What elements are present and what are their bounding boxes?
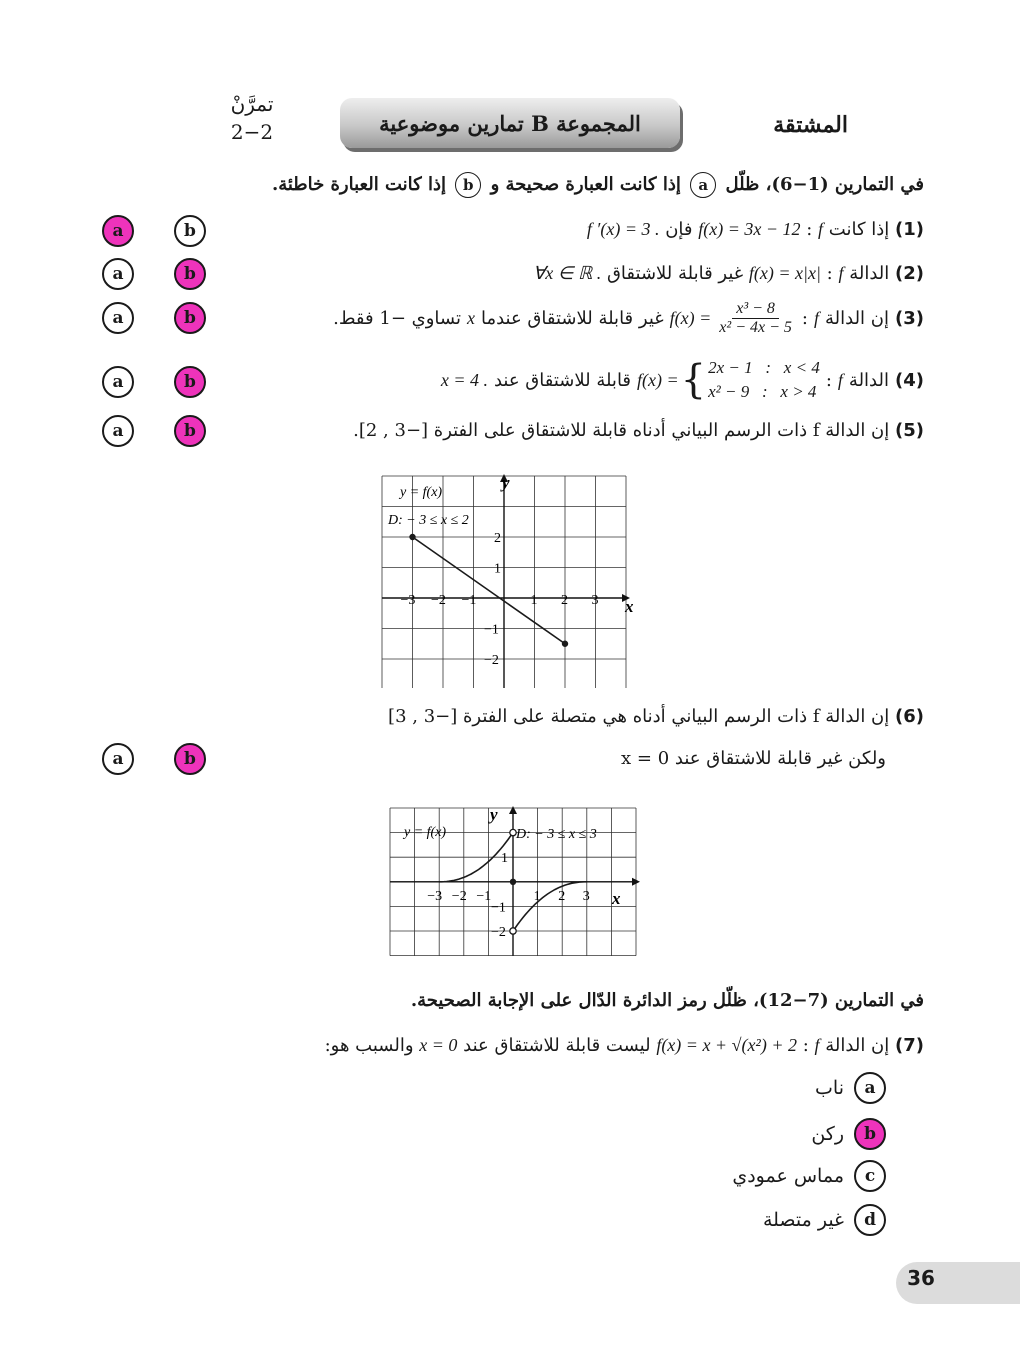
graph-2-y-ticks: [491, 851, 508, 940]
q7-option-c[interactable]: c: [854, 1160, 886, 1192]
group-banner: المجموعة B تمارين موضوعية: [340, 98, 680, 148]
g1-ytick: −1: [484, 622, 499, 638]
g1-xtick: −2: [431, 593, 446, 608]
inline-circle-a: a: [690, 172, 716, 198]
q6-option-a[interactable]: a: [102, 743, 134, 775]
graph-1-y-ticks: [484, 531, 501, 668]
q3-option-b[interactable]: b: [174, 302, 206, 334]
q7-option-d[interactable]: d: [854, 1204, 886, 1236]
q7-option-b[interactable]: b: [854, 1118, 886, 1150]
q7-option-a-row[interactable]: [815, 1072, 886, 1104]
q7-option-c-row[interactable]: [732, 1160, 886, 1192]
q7-option-d-text: غير متصلة: [762, 1209, 844, 1231]
question-7: (7) إن الدالة f : f(x) = x + √(x²) + 2 ليست قابلة للاشتقاق عند x = 0 والسبب هو:: [324, 1035, 924, 1056]
g1-ytick: 2: [494, 531, 501, 546]
q5-option-b[interactable]: b: [174, 415, 206, 447]
q4-piecewise: f(x) = { 2x − 1 : x < 4 x² − 9 : x > 4: [637, 357, 820, 403]
g1-xtick: 1: [530, 593, 538, 608]
graph-1-function-label: y = f(x): [400, 485, 443, 500]
q3-fraction: f(x) = $\frac{\text{x³ − 8}}{\text{x² − 4x − 5}}$: [669, 300, 792, 336]
question-3: (3) إن الدالة f : f(x) = $\frac{\text{x³ − 8}}{\text{x² − 4x − 5}}$ غير قابلة للاشتقاق عندما x تساوي −1 فقط.: [333, 300, 924, 336]
g2-ytick: −2: [491, 925, 506, 940]
g2-xtick: 2: [558, 888, 566, 904]
q2-option-a[interactable]: a: [102, 258, 134, 290]
graph-1-endpoint-right: [562, 641, 568, 647]
graph-1-y-axis-label: y: [502, 473, 510, 492]
graph-2-domain-label: D: − 3 ≤ x ≤ 3: [516, 827, 597, 842]
g1-ytick: 1: [494, 561, 501, 577]
exercise-word: تمرَّنْ: [230, 92, 274, 116]
q4-option-a[interactable]: a: [102, 366, 134, 398]
g1-xtick: −1: [461, 593, 477, 608]
g2-xtick: 3: [582, 888, 590, 904]
inline-circle-b: b: [455, 172, 481, 198]
question-2: (2) الدالة f : f(x) = x|x| غير قابلة للاشتقاق ∀x ∈ ℝ .: [532, 263, 924, 284]
question-6-line-2: ولكن غير قابلة للاشتقاق عند x = 0: [621, 748, 886, 769]
graph-1-endpoint-left: [409, 534, 415, 540]
g1-ytick: −2: [484, 653, 499, 668]
graph-1-x-axis-label: x: [625, 597, 634, 616]
graph-2: [380, 800, 640, 968]
instructions-7-12: في التمارين (7−12)، ظلّل رمز الدائرة الدّال على الإجابة الصحيحة.: [410, 990, 924, 1011]
exercise-label: [222, 90, 282, 146]
q7-option-d-row[interactable]: [763, 1204, 886, 1236]
question-4: (4) الدالة f : f(x) = { 2x − 1 : x < 4 x² − 9 : x > 4 قابلة للاشتقاق عند x = 4 .: [440, 357, 924, 403]
q2-option-b[interactable]: b: [174, 258, 206, 290]
q7-option-c-text: مماس عمودي: [732, 1165, 844, 1187]
q7-option-b-row[interactable]: [811, 1118, 886, 1150]
graph-2-x-axis-label: x: [612, 889, 621, 908]
page-number: 36: [907, 1266, 935, 1290]
exercise-number: 2−2: [230, 120, 274, 144]
q7-option-a[interactable]: a: [854, 1072, 886, 1104]
graph-1-domain-label: D: − 3 ≤ x ≤ 2: [388, 513, 469, 528]
graph-2-x-ticks: [427, 889, 590, 904]
q7-option-a-text: ناب: [815, 1077, 844, 1099]
g1-xtick: 2: [561, 593, 568, 608]
graph-1: [370, 468, 650, 688]
section-title: المشتقة: [773, 112, 848, 138]
g2-xtick: −3: [427, 888, 443, 904]
q6-option-b[interactable]: b: [174, 743, 206, 775]
q1-option-b[interactable]: b: [174, 215, 206, 247]
graph-2-open-point-bottom: [510, 928, 516, 934]
q1-option-a[interactable]: a: [102, 215, 134, 247]
graph-2-closed-point: [510, 879, 516, 885]
g1-xtick: 3: [591, 593, 599, 608]
g2-xtick: 1: [533, 888, 541, 904]
graph-2-y-axis-label: y: [490, 805, 498, 824]
question-1: (1) إذا كانت f : f(x) = 3x − 12 فإن f ′(x) = 3 .: [586, 219, 924, 240]
question-6-line-1: (6) إن الدالة f ذات الرسم البياني أدناه هي متصلة على الفترة [−3 , 3]: [388, 706, 924, 727]
q4-option-b[interactable]: b: [174, 366, 206, 398]
q7-option-b-text: ركن: [811, 1123, 844, 1145]
g2-xtick: −2: [451, 888, 467, 904]
q3-option-a[interactable]: a: [102, 302, 134, 334]
graph-2-function-label: y = f(x): [404, 825, 447, 840]
y-axis-arrow: [509, 806, 517, 814]
g2-ytick: 1: [501, 851, 508, 867]
question-5: (5) إن الدالة f ذات الرسم البياني أدناه قابلة للاشتقاق على الفترة [−3 , 2].: [353, 420, 924, 441]
instructions-1-6: في التمارين (1−6)، ظلّل a إذا كانت العبارة صحيحة و b إذا كانت العبارة خاطئة.: [272, 172, 924, 198]
graph-1-x-ticks: [401, 593, 599, 608]
q5-option-a[interactable]: a: [102, 415, 134, 447]
g2-ytick: −1: [491, 900, 506, 916]
g2-xtick: −1: [476, 888, 492, 904]
g1-xtick: −3: [400, 593, 416, 608]
